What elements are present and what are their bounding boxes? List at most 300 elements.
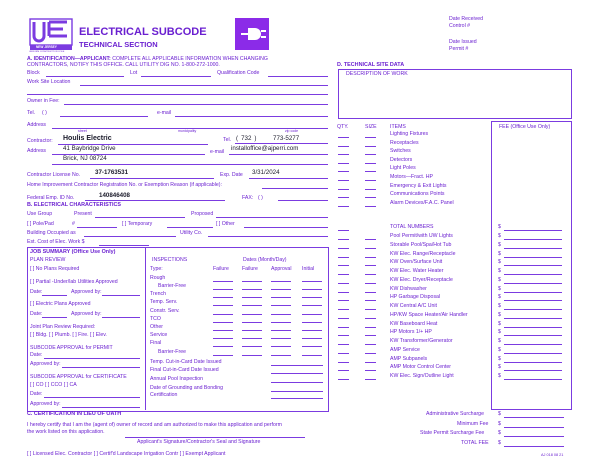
qty-field[interactable] bbox=[338, 344, 349, 345]
size-field[interactable] bbox=[365, 137, 376, 138]
state-surcharge-label: State Permit Surcharge Fee bbox=[420, 430, 485, 436]
item-label: Storable Pool/Spa/Hot Tub bbox=[390, 241, 452, 248]
item-label: AMP Subpanels bbox=[390, 355, 428, 362]
fee-field[interactable] bbox=[504, 248, 562, 249]
qty-field[interactable] bbox=[338, 197, 349, 198]
inspection-type: Service bbox=[150, 332, 168, 338]
item-label: KW Baseboard Heat bbox=[390, 320, 438, 327]
total-dollar: $ bbox=[498, 440, 501, 446]
date-issued-label: Date Issued bbox=[449, 39, 477, 45]
item-label: KW Central A/C Unit bbox=[390, 303, 437, 309]
contractor-city[interactable]: Brick, NJ 08724 bbox=[63, 155, 107, 162]
section-b-heading: B. ELECTRICAL CHARACTERISTICS bbox=[27, 202, 121, 208]
fee-field[interactable] bbox=[504, 265, 562, 266]
owner-tel-value[interactable]: ( ) bbox=[42, 110, 47, 116]
inspection-date-field[interactable] bbox=[302, 314, 322, 315]
cert-checkboxes[interactable]: [ ] CO [ ] CCO [ ] CA bbox=[30, 382, 77, 388]
inspection-type: Final Cut-in-Card Date Issued bbox=[150, 367, 219, 373]
qty-field[interactable] bbox=[338, 309, 349, 310]
inspection-date-field[interactable] bbox=[302, 322, 322, 323]
fee-dollar: $ bbox=[498, 268, 501, 274]
fee-field[interactable] bbox=[504, 335, 562, 336]
contractor-email-label: e-mail bbox=[210, 149, 225, 155]
size-field[interactable] bbox=[365, 300, 376, 301]
inspection-date-field[interactable] bbox=[242, 314, 262, 315]
applicant-type-checkboxes[interactable]: [ ] Licensed Elec. Contractor [ ] Certif'd Landscape Irrigation Contr [ ] Exempt Applicant bbox=[27, 451, 226, 457]
contractor-address[interactable]: 41 Baybridge Drive bbox=[63, 145, 116, 152]
qty-field[interactable] bbox=[338, 206, 349, 207]
item-label: HP Motors 1/+ HP bbox=[390, 329, 432, 336]
qty-field[interactable] bbox=[338, 283, 349, 284]
item-label: KW Transformer/Generator bbox=[390, 338, 453, 344]
size-field[interactable] bbox=[365, 362, 376, 363]
subcode-permit-heading: SUBCODE APPROVAL for PERMIT bbox=[30, 345, 113, 351]
fee-dollar: $ bbox=[498, 364, 501, 371]
dates-heading: Dates (Month/Day) bbox=[243, 257, 287, 263]
inspection-type: Constr. Serv. bbox=[150, 308, 180, 314]
fee-field[interactable] bbox=[504, 239, 562, 240]
utility-label: Utility Co. bbox=[180, 230, 203, 236]
qty-field[interactable] bbox=[338, 292, 349, 293]
fee-dollar: $ bbox=[498, 224, 501, 230]
other-field[interactable] bbox=[244, 227, 328, 228]
qty-field[interactable] bbox=[338, 379, 349, 380]
minimum-fee-field[interactable] bbox=[504, 427, 564, 428]
signature-label: Applicant's Signature/Contractor's Seal and Signature bbox=[137, 439, 261, 445]
size-field[interactable] bbox=[365, 318, 376, 319]
fee-field[interactable] bbox=[504, 370, 562, 371]
permit-label: Permit # bbox=[449, 46, 469, 52]
item-label: Motors—Fract. HP bbox=[390, 174, 433, 180]
fee-dollar: $ bbox=[498, 320, 501, 327]
size-field[interactable] bbox=[365, 180, 376, 181]
exp-date-field[interactable] bbox=[249, 178, 328, 179]
item-label: Alarm Devices/F.A.C. Panel bbox=[390, 199, 454, 206]
work-site-label: Work Site Location bbox=[27, 79, 71, 85]
fee-dollar: $ bbox=[498, 303, 501, 309]
section-d-heading: D. TECHNICAL SITE DATA bbox=[337, 62, 405, 68]
size-field[interactable] bbox=[365, 309, 376, 310]
owner-email-label: e-mail bbox=[157, 110, 172, 116]
contractor-city-field[interactable] bbox=[52, 164, 328, 165]
owner-tel-field[interactable] bbox=[60, 116, 148, 117]
fee-dollar: $ bbox=[498, 259, 501, 266]
fee-dollar: $ bbox=[498, 241, 501, 248]
qty-field[interactable] bbox=[338, 248, 349, 249]
inspection-date-field[interactable] bbox=[213, 338, 233, 339]
inspection-date-field[interactable] bbox=[213, 289, 233, 290]
cert-date-label: Date: bbox=[30, 391, 43, 397]
lot-label: Lot bbox=[130, 70, 138, 76]
block-label: Block bbox=[27, 70, 40, 76]
street-caption: street bbox=[78, 129, 87, 133]
home-imp-field[interactable] bbox=[262, 188, 328, 189]
section-a-instructions: COMPLETE ALL APPLICABLE INFORMATION WHEN CHANGING bbox=[110, 56, 268, 62]
present-field[interactable] bbox=[95, 217, 185, 218]
fax-value[interactable]: ( ) bbox=[258, 195, 263, 201]
municipality-caption: municipality bbox=[178, 129, 197, 133]
fee-dollar: $ bbox=[498, 346, 501, 353]
partial-date-field[interactable] bbox=[42, 295, 67, 296]
temporary-field[interactable] bbox=[167, 227, 213, 228]
item-label: Light Poles bbox=[390, 165, 416, 172]
size-field[interactable] bbox=[365, 171, 376, 172]
qual-code-field[interactable] bbox=[268, 76, 328, 77]
fee-field[interactable] bbox=[504, 309, 562, 310]
fee-dollar: $ bbox=[498, 276, 501, 283]
license-label: Contractor License No. bbox=[27, 172, 81, 178]
qty-field[interactable] bbox=[338, 300, 349, 301]
proposed-label: Proposed bbox=[191, 211, 214, 217]
est-cost-label: Est. Cost of Elec. Work $ bbox=[27, 239, 85, 245]
use-group-label: Use Group bbox=[27, 211, 53, 217]
fed-id[interactable]: 140846408 bbox=[99, 192, 130, 199]
admin-dollar: $ bbox=[498, 411, 501, 417]
inspection-date-field[interactable] bbox=[213, 314, 233, 315]
inspections-heading: INSPECTIONS bbox=[152, 257, 188, 263]
inspection-date-field[interactable] bbox=[302, 346, 322, 347]
fee-field[interactable] bbox=[504, 318, 562, 319]
fee-field[interactable] bbox=[504, 327, 562, 328]
inspection-date-field[interactable] bbox=[242, 338, 262, 339]
utility-field[interactable] bbox=[208, 236, 328, 237]
tel-area-code: 732 bbox=[241, 135, 252, 142]
work-site-field-2[interactable] bbox=[27, 94, 328, 95]
elec-approved-label: Approved by: bbox=[71, 311, 102, 317]
contractor-email[interactable]: installoffice@ajperri.com bbox=[231, 145, 299, 152]
qty-field[interactable] bbox=[338, 265, 349, 266]
other-checkbox[interactable]: [ ] Other bbox=[216, 221, 235, 227]
size-field[interactable] bbox=[365, 189, 376, 190]
inspection-date-field[interactable] bbox=[271, 289, 291, 290]
cert-approved-label: Approved by: bbox=[30, 401, 61, 407]
inspection-date-field[interactable] bbox=[213, 330, 233, 331]
inspection-date-field[interactable] bbox=[213, 281, 233, 282]
inspection-date-field[interactable] bbox=[271, 391, 323, 392]
subcode-cert-heading: SUBCODE APPROVAL for CERTIFICATE bbox=[30, 374, 127, 380]
inspection-date-field[interactable] bbox=[302, 355, 322, 356]
inspection-date-field[interactable] bbox=[242, 330, 262, 331]
size-field[interactable] bbox=[365, 292, 376, 293]
inspection-type: Temp. Cut-in-Card Date Issued bbox=[150, 359, 222, 365]
initial-heading: Initial bbox=[302, 266, 315, 272]
size-field[interactable] bbox=[365, 163, 376, 164]
contractor-tel-number[interactable]: 773-5277 bbox=[273, 135, 300, 142]
permit-approved-label: Approved by: bbox=[30, 361, 61, 367]
inspection-date-field[interactable] bbox=[271, 314, 291, 315]
fee-field[interactable] bbox=[504, 379, 562, 380]
item-label: Detectors bbox=[390, 156, 413, 163]
inspection-date-field[interactable] bbox=[271, 305, 291, 306]
size-field[interactable] bbox=[365, 206, 376, 207]
item-label: Lighting Fixtures bbox=[390, 131, 429, 137]
fee-field[interactable] bbox=[504, 292, 562, 293]
inspection-date-field[interactable] bbox=[302, 289, 322, 290]
inspection-date-field[interactable] bbox=[242, 305, 262, 306]
contractor-address-label: Address bbox=[27, 148, 47, 154]
qual-code-label: Qualification Code bbox=[217, 70, 260, 76]
inspection-date-field[interactable] bbox=[242, 281, 262, 282]
inspection-date-field[interactable] bbox=[302, 281, 322, 282]
pole-number-field[interactable] bbox=[77, 227, 117, 228]
inspection-date-field[interactable] bbox=[271, 398, 323, 399]
fee-dollar: $ bbox=[498, 285, 501, 292]
inspection-date-field[interactable] bbox=[213, 305, 233, 306]
inspection-date-field[interactable] bbox=[271, 355, 291, 356]
partial-checkbox[interactable]: [ ] Partial -Under/lab Utilities Approved bbox=[30, 279, 118, 285]
inspection-date-field[interactable] bbox=[242, 355, 262, 356]
size-field[interactable] bbox=[365, 327, 376, 328]
qty-field[interactable] bbox=[338, 257, 349, 258]
owner-tel-label: Tel. bbox=[27, 110, 36, 116]
inspection-type: Other bbox=[150, 324, 163, 330]
fee-field[interactable] bbox=[504, 257, 562, 258]
size-field[interactable] bbox=[365, 274, 376, 275]
total-numbers-fee-field[interactable] bbox=[504, 230, 562, 231]
inspection-date-field[interactable] bbox=[242, 297, 262, 298]
size-field[interactable] bbox=[365, 344, 376, 345]
total-fee-label: TOTAL FEE bbox=[461, 440, 489, 446]
fee-field[interactable] bbox=[504, 344, 562, 345]
qty-field[interactable] bbox=[338, 137, 349, 138]
inspection-date-field[interactable] bbox=[242, 346, 262, 347]
section-a-line2: CONTRACTORS, NOTIFY THIS OFFICE. CALL UTILITY DIG NO. 1-800-272-1000. bbox=[27, 62, 220, 68]
inspection-type: TCO bbox=[150, 316, 161, 322]
cert-approved-field[interactable] bbox=[62, 407, 140, 408]
logo-text: NEW JERSEY bbox=[36, 45, 57, 49]
state-fee-field[interactable] bbox=[504, 436, 564, 437]
item-label: KW Elec. Range/Receptacle bbox=[390, 250, 456, 257]
section-c-heading: C. CERTIFICATION IN LIEU OF OATH bbox=[27, 411, 122, 417]
admin-surcharge-label: Administrative Surcharge bbox=[426, 411, 484, 417]
inspection-date-field[interactable] bbox=[213, 355, 233, 356]
size-field[interactable] bbox=[365, 257, 376, 258]
inspection-type: Barrier-Free bbox=[158, 283, 186, 289]
zip-caption: zip code bbox=[285, 129, 299, 133]
inspection-date-field[interactable] bbox=[271, 338, 291, 339]
elec-date-field[interactable] bbox=[42, 317, 67, 318]
size-field[interactable] bbox=[365, 265, 376, 266]
failure-heading-2: Failure bbox=[242, 266, 258, 272]
qty-field[interactable] bbox=[338, 171, 349, 172]
inspection-date-field[interactable] bbox=[242, 322, 262, 323]
form-id: AJ 018 08 21 bbox=[541, 453, 564, 457]
fed-id-field[interactable] bbox=[85, 200, 225, 201]
work-site-field[interactable] bbox=[80, 85, 328, 86]
item-label: Switches bbox=[390, 148, 411, 155]
qty-field[interactable] bbox=[338, 362, 349, 363]
permit-date-label: Date: bbox=[30, 352, 43, 358]
block-field[interactable] bbox=[46, 76, 124, 77]
inspection-date-field[interactable] bbox=[302, 297, 322, 298]
size-field[interactable] bbox=[365, 197, 376, 198]
size-field[interactable] bbox=[365, 154, 376, 155]
owner-address-label: Address bbox=[27, 122, 47, 128]
size-field[interactable] bbox=[365, 379, 376, 380]
inspection-date-field[interactable] bbox=[302, 305, 322, 306]
fee-heading: FEE (Office Use Only) bbox=[499, 124, 551, 130]
fee-dollar: $ bbox=[498, 338, 501, 344]
qty-field[interactable] bbox=[338, 370, 349, 371]
inspection-date-field[interactable] bbox=[213, 322, 233, 323]
permit-date-field[interactable] bbox=[44, 358, 140, 359]
present-label: Present bbox=[74, 211, 92, 217]
fee-dollar: $ bbox=[498, 329, 501, 336]
inspection-date-field[interactable] bbox=[302, 338, 322, 339]
size-field[interactable] bbox=[365, 335, 376, 336]
fax-field[interactable] bbox=[278, 200, 328, 201]
license-field[interactable] bbox=[90, 178, 214, 179]
temporary-checkbox[interactable]: [ ] Temporary bbox=[122, 221, 153, 227]
qty-field[interactable] bbox=[338, 239, 349, 240]
inspection-type: Final bbox=[150, 340, 162, 346]
logo-sub: UNIFORM CONSTRUCTION CODE bbox=[29, 51, 65, 53]
cert-date-field[interactable] bbox=[44, 397, 140, 398]
inspection-date-field[interactable] bbox=[302, 330, 322, 331]
bldg-occupied-label: Building Occupied as bbox=[27, 230, 76, 236]
size-field[interactable] bbox=[365, 283, 376, 284]
size-field[interactable] bbox=[365, 248, 376, 249]
inspection-type: Barrier-Free bbox=[158, 349, 186, 355]
size-field[interactable] bbox=[365, 353, 376, 354]
fee-field[interactable] bbox=[504, 362, 562, 363]
item-label: Emergency & Exit Lights bbox=[390, 182, 447, 189]
item-label: KW Elec. Dryer/Receptacle bbox=[390, 276, 453, 283]
fee-field[interactable] bbox=[504, 274, 562, 275]
qty-field[interactable] bbox=[338, 274, 349, 275]
electric-plug-icon bbox=[235, 18, 269, 50]
qty-field[interactable] bbox=[338, 189, 349, 190]
item-label: HP Garbage Disposal bbox=[390, 294, 441, 301]
fee-field[interactable] bbox=[504, 300, 562, 301]
elec-plans-checkbox[interactable]: [ ] Electric Plans Approved bbox=[30, 301, 91, 307]
admin-fee-field[interactable] bbox=[504, 417, 564, 418]
qty-field[interactable] bbox=[338, 335, 349, 336]
fee-dollar: $ bbox=[498, 311, 501, 318]
item-label: KW Dishwasher bbox=[390, 285, 427, 292]
fee-dollar: $ bbox=[498, 373, 501, 379]
pole-pad-checkbox[interactable]: [ ] Pole/Pad bbox=[27, 221, 54, 227]
total-qty-field[interactable] bbox=[338, 230, 349, 231]
type-heading: Type: bbox=[150, 266, 163, 272]
inspection-date-field[interactable] bbox=[271, 365, 323, 366]
contractor-email-field[interactable] bbox=[229, 154, 328, 155]
elec-approved-field[interactable] bbox=[102, 317, 140, 318]
size-field[interactable] bbox=[365, 146, 376, 147]
signature-field[interactable] bbox=[125, 437, 305, 438]
pole-number-label: # bbox=[72, 221, 75, 227]
fee-dollar: $ bbox=[498, 355, 501, 362]
failure-heading-1: Failure bbox=[213, 266, 229, 272]
inspection-date-field[interactable] bbox=[271, 281, 291, 282]
fee-dollar: $ bbox=[498, 233, 501, 239]
qty-field[interactable] bbox=[338, 146, 349, 147]
job-summary-divider bbox=[145, 247, 146, 410]
item-label: Receptacles bbox=[390, 139, 419, 146]
inspection-type: Trench bbox=[150, 291, 166, 297]
section-a-title: A. IDENTIFICATION—APPLICANT: bbox=[27, 56, 111, 62]
inspection-date-field[interactable] bbox=[271, 373, 323, 374]
inspection-date-field[interactable] bbox=[213, 297, 233, 298]
qty-field[interactable] bbox=[338, 163, 349, 164]
home-imp-label: Home Improvement Contractor Registration No. or Exemption Reason (if applicable): bbox=[27, 182, 222, 188]
items-heading: ITEMS bbox=[390, 124, 406, 130]
proposed-field[interactable] bbox=[216, 217, 328, 218]
inspection-date-field[interactable] bbox=[271, 297, 291, 298]
qty-field[interactable] bbox=[338, 327, 349, 328]
no-plans-checkbox[interactable]: [ ] No Plans Required bbox=[30, 266, 80, 272]
fax-label: FAX: bbox=[242, 195, 254, 201]
inspection-type: Rough bbox=[150, 275, 166, 281]
contractor-tel-label: Tel. bbox=[223, 137, 232, 143]
qty-field[interactable] bbox=[338, 154, 349, 155]
inspection-date-field[interactable] bbox=[271, 382, 323, 383]
bldg-occupied-field[interactable] bbox=[84, 236, 176, 237]
inspection-type: Temp. Serv. bbox=[150, 299, 178, 305]
plan-review-heading: PLAN REVIEW bbox=[30, 257, 66, 263]
partial-approved-label: Approved by: bbox=[71, 289, 102, 295]
exp-date[interactable]: 3/31/2024 bbox=[252, 169, 280, 176]
job-summary-heading: JOB SUMMARY (Office Use Only) bbox=[30, 249, 116, 255]
fee-field[interactable] bbox=[504, 353, 562, 354]
owner-field[interactable] bbox=[64, 104, 328, 105]
qty-field[interactable] bbox=[338, 353, 349, 354]
inspection-date-field[interactable] bbox=[271, 322, 291, 323]
contractor-tel-area[interactable]: ( 732 ) bbox=[236, 135, 257, 142]
exp-date-label: Exp. Date bbox=[220, 172, 243, 178]
control-label: Control # bbox=[449, 23, 471, 29]
owner-email-field[interactable] bbox=[175, 116, 328, 117]
fee-dollar: $ bbox=[498, 250, 501, 257]
permit-approved-field[interactable] bbox=[62, 367, 140, 368]
item-label: Communications Points bbox=[390, 191, 445, 198]
license-number[interactable]: 37-1763531 bbox=[95, 169, 129, 176]
inspection-date-field[interactable] bbox=[213, 346, 233, 347]
lot-field[interactable] bbox=[141, 76, 211, 77]
form-title: ELECTRICAL SUBCODE bbox=[79, 26, 207, 38]
inspection-type: Annual Pool Inspection bbox=[150, 376, 204, 382]
form-subtitle: TECHNICAL SECTION bbox=[79, 40, 158, 49]
fee-field[interactable] bbox=[504, 283, 562, 284]
size-field[interactable] bbox=[365, 370, 376, 371]
contractor-name[interactable]: Houlis Electric bbox=[63, 135, 112, 142]
partial-date-label: Date: bbox=[30, 289, 43, 295]
item-label: HP/KW Space Heater/Air Handler bbox=[390, 311, 468, 318]
item-label: KW Elec. Water Heater bbox=[390, 268, 444, 274]
joint-review-checkboxes[interactable]: [ ] Bldg. [ ] Plumb. [ ] Fire. [ ] Elev. bbox=[30, 332, 107, 338]
size-field[interactable] bbox=[365, 239, 376, 240]
item-label: KW Oven/Surface Unit bbox=[390, 259, 443, 266]
qty-field[interactable] bbox=[338, 318, 349, 319]
partial-approved-field[interactable] bbox=[102, 295, 140, 296]
owner-label: Owner in Fee: bbox=[27, 98, 60, 104]
fee-dollar: $ bbox=[498, 294, 501, 301]
inspection-type: Date of Grounding and Bonding bbox=[150, 385, 223, 391]
item-label: AMP Service bbox=[390, 346, 420, 353]
item-label: AMP Motor Control Center bbox=[390, 364, 452, 371]
size-heading: SIZE bbox=[365, 124, 377, 130]
item-label: Pool Permit/with UW Lights bbox=[390, 233, 453, 239]
inspection-date-field[interactable] bbox=[271, 330, 291, 331]
contractor-tel-field[interactable] bbox=[235, 143, 328, 144]
est-cost-field[interactable] bbox=[99, 245, 149, 246]
fed-id-label: Federal Emp. ID No. bbox=[27, 195, 75, 201]
inspection-date-field[interactable] bbox=[271, 346, 291, 347]
inspection-date-field[interactable] bbox=[242, 289, 262, 290]
qty-field[interactable] bbox=[338, 180, 349, 181]
minimum-dollar: $ bbox=[498, 421, 501, 427]
total-fee-field[interactable] bbox=[504, 446, 564, 447]
